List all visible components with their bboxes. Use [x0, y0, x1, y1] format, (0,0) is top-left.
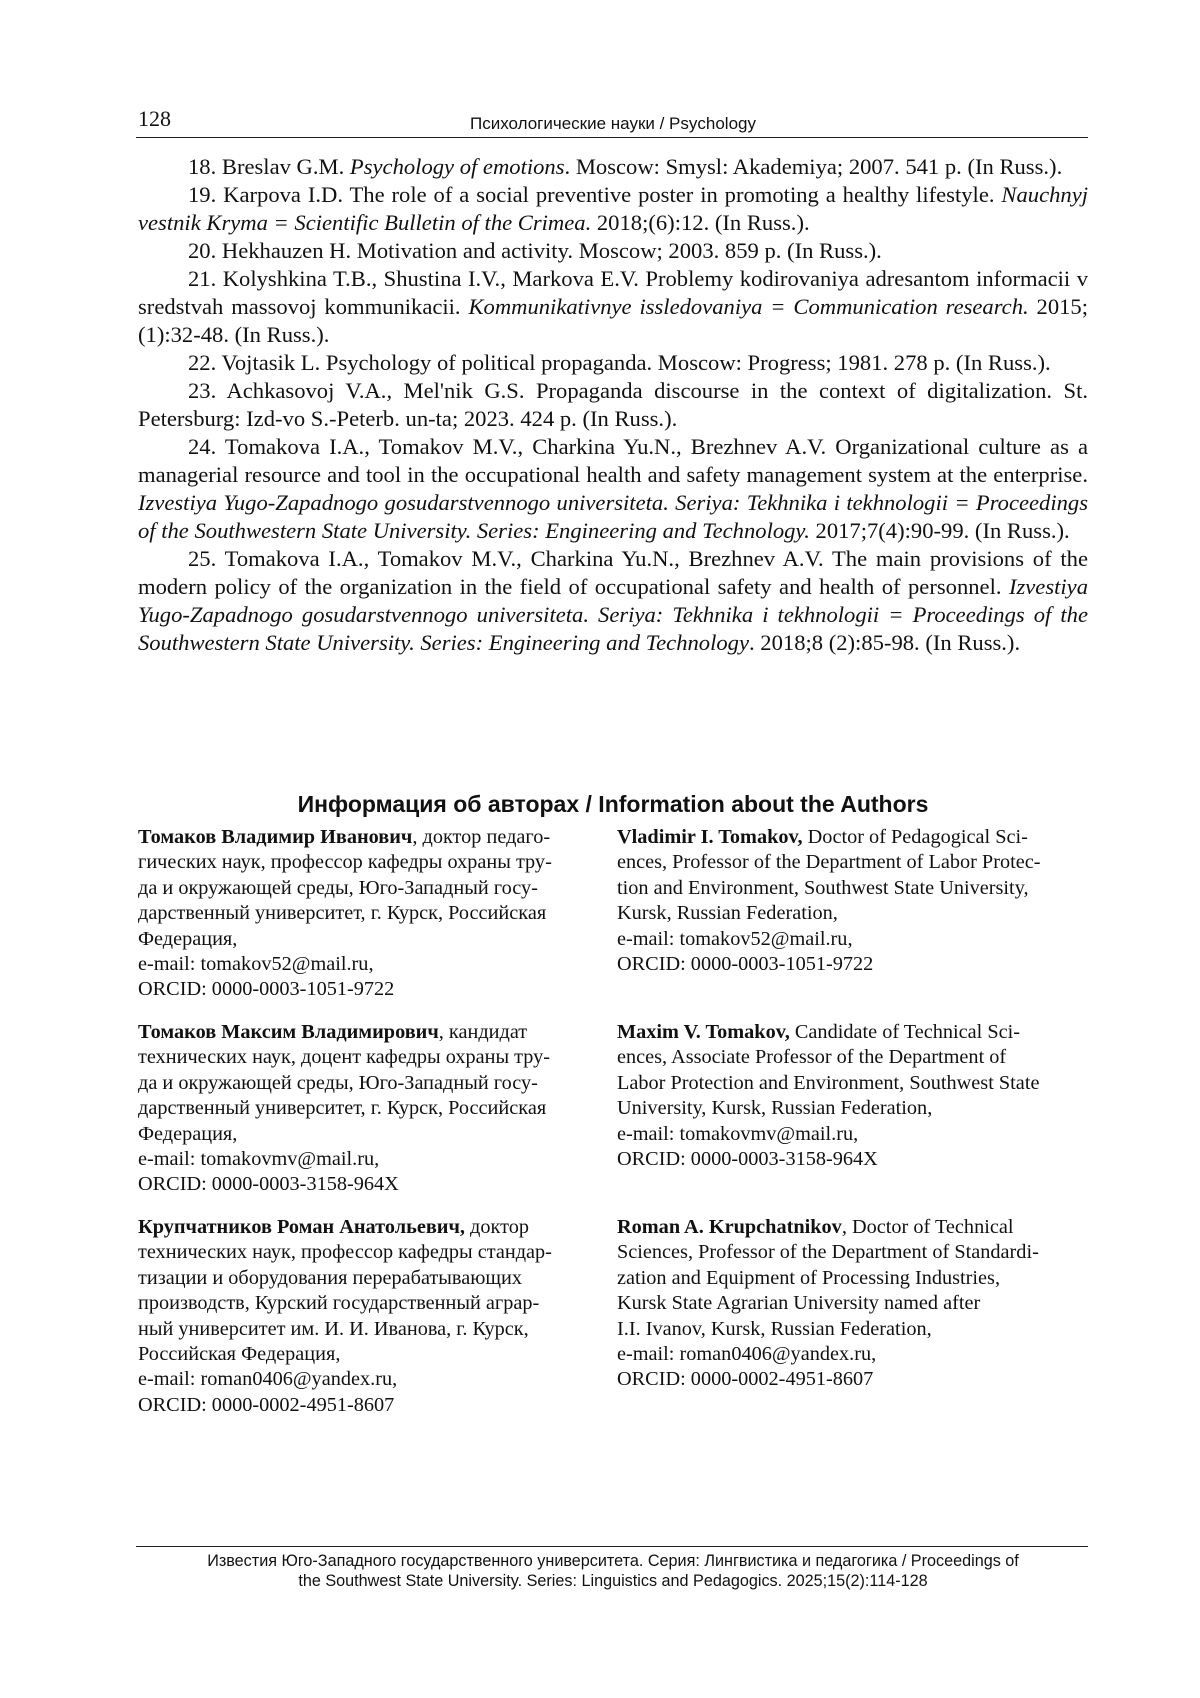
reference-item: [138, 545, 1088, 657]
author-info-text: дарственный университет, г. Курск, Российская: [138, 1097, 547, 1120]
reference-text: 20. Hekhauzen H. Motivation and activity. Moscow; 2003. 859 p. (In Russ.).: [188, 238, 882, 263]
author-info-line: [617, 825, 1088, 850]
header-rule: [136, 137, 1088, 138]
author-info-line: [138, 927, 590, 952]
author-info-line: [617, 1342, 1088, 1367]
author-info-text: ный университет им. И. И. Иванова, г. Курск,: [138, 1317, 529, 1340]
author-info-line: [138, 1172, 590, 1197]
author-info-line: [138, 825, 590, 850]
author-2-ru: [138, 1020, 590, 1198]
author-info-line: [617, 1266, 1088, 1291]
reference-text: 2017;7(4):90-99. (In Russ.).: [809, 518, 1070, 543]
author-info-text: гических наук, профессор кафедры охраны тру-: [138, 851, 552, 874]
reference-item: [138, 181, 1088, 237]
author-info-line: [617, 876, 1088, 901]
author-info-text: Sciences, Professor of the Department of Standardi-: [617, 1241, 1039, 1264]
reference-text: 24. Tomakova I.A., Tomakov M.V., Charkina Yu.N., Brezhnev A.V. Organizational culture as a managerial resource and tool in the occupational health and safety management system at the enterprise.: [138, 434, 1088, 487]
author-info-text: e-mail: roman0406@yandex.ru,: [617, 1343, 877, 1366]
author-info-line: [617, 1147, 1088, 1172]
author-info-text: e-mail: tomakovmv@mail.ru,: [617, 1122, 859, 1145]
author-info-text: Labor Protection and Environment, Southwest State: [617, 1071, 1040, 1094]
reference-source-title: Izvestiya Yugo-Zapadnogo gosudarstvennogo universiteta. Seriya: Tekhnika i tekhnologii = Proceedings of the Southwestern State University. Series: Engineering and Technology.: [138, 490, 1088, 543]
author-info-text: , Doctor of Technical: [841, 1216, 1014, 1238]
author-info-line: [138, 1122, 590, 1147]
author-info-text: Российская Федерация,: [138, 1343, 341, 1366]
author-info-text: доктор: [464, 1216, 529, 1238]
author-1-en: [617, 825, 1088, 977]
running-head: Психологические науки / Psychology: [470, 114, 756, 133]
footer-citation: [138, 1551, 1088, 1591]
author-info-text: e-mail: tomakov52@mail.ru,: [138, 953, 374, 976]
author-info-text: производств, Курский государственный аграр-: [138, 1292, 540, 1315]
author-1-ru: [138, 825, 590, 1003]
reference-text: 25. Tomakova I.A., Tomakov M.V., Charkina Yu.N., Brezhnev A.V. The main provisions of the modern policy of the organization in the field of occupational safety and health of personnel.: [138, 546, 1088, 599]
author-info-text: технических наук, профессор кафедры стандар-: [138, 1241, 552, 1264]
author-name: Крупчатников Роман Анатольевич,: [138, 1216, 465, 1238]
author-info-text: ORCID: 0000-0003-1051-9722: [617, 953, 874, 976]
author-info-text: дарственный университет, г. Курск, Российская: [138, 902, 547, 925]
author-info-text: Candidate of Technical Sci-: [789, 1021, 1021, 1043]
author-2-en: [617, 1020, 1088, 1172]
author-info-line: [617, 952, 1088, 977]
author-info-text: e-mail: tomakov52@mail.ru,: [617, 927, 853, 950]
author-info-line: [617, 927, 1088, 952]
author-info-text: Федерация,: [138, 927, 238, 950]
author-info-text: e-mail: tomakovmv@mail.ru,: [138, 1148, 380, 1171]
author-info-line: [617, 1215, 1088, 1240]
author-info-text: Kursk State Agrarian University named after: [617, 1292, 981, 1315]
author-info-text: тизации и оборудования перерабатывающих: [138, 1266, 522, 1289]
author-info-line: [138, 1393, 590, 1418]
page-number: 128: [138, 106, 171, 131]
author-info-line: [617, 1020, 1088, 1045]
author-info-text: ORCID: 0000-0002-4951-8607: [617, 1368, 874, 1391]
author-info-text: e-mail: roman0406@yandex.ru,: [138, 1368, 398, 1391]
author-info-line: [138, 1045, 590, 1070]
author-info-text: да и окружающей среды, Юго-Западный госу-: [138, 1071, 538, 1094]
author-name: Томаков Максим Владимирович: [138, 1021, 439, 1043]
author-info-line: [617, 1317, 1088, 1342]
author-info-line: [617, 1367, 1088, 1392]
author-info-text: технических наук, доцент кафедры охраны тру-: [138, 1046, 551, 1069]
reference-source-title: Kommunikativnye issledovaniya = Communication research.: [468, 294, 1029, 319]
reference-source-title: Izvestiya Yugo-Zapadnogo gosudarstvennogo universiteta. Seriya: Tekhnika i tekhnologii = Proceedings of the Southwestern State University. Series: Engineering and Technology: [138, 574, 1088, 655]
reference-text: 21. Kolyshkina T.B., Shustina I.V., Markova E.V. Problemy kodirovaniya adresantom informacii v sredstvah massovoj kommunikacii.: [138, 266, 1088, 319]
author-info-line: [138, 1071, 590, 1096]
reference-item: [138, 377, 1088, 433]
author-info-line: [138, 977, 590, 1002]
author-info-line: [617, 1122, 1088, 1147]
author-info-text: tion and Environment, Southwest State University,: [617, 876, 1029, 899]
author-info-line: [138, 876, 590, 901]
author-name: Roman A. Krupchatnikov: [617, 1216, 842, 1238]
reference-item: [138, 433, 1088, 545]
author-info-line: [138, 952, 590, 977]
author-info-line: [138, 901, 590, 926]
reference-text: 18. Breslav G.M.: [188, 154, 350, 179]
author-info-line: [138, 1317, 590, 1342]
author-info-text: I.I. Ivanov, Kursk, Russian Federation,: [617, 1317, 932, 1340]
author-info-line: [138, 1266, 590, 1291]
reference-source-title: Psychology of emotions: [349, 154, 565, 179]
reference-text: . 2018;8 (2):85-98. (In Russ.).: [749, 630, 1021, 655]
author-info-text: да и окружающей среды, Юго-Западный госу-: [138, 876, 538, 899]
reference-text: 22. Vojtasik L. Psychology of political propaganda. Moscow: Progress; 1981. 278 p. (In Russ.).: [188, 350, 1051, 375]
author-info-text: , кандидат: [438, 1021, 528, 1043]
author-info-line: [138, 850, 590, 875]
author-info-line: [617, 901, 1088, 926]
author-info-line: [138, 1240, 590, 1265]
author-info-text: University, Kursk, Russian Federation,: [617, 1097, 933, 1120]
author-info-line: [617, 850, 1088, 875]
author-info-text: ences, Associate Professor of the Department of: [617, 1046, 1007, 1069]
author-info-text: Kursk, Russian Federation,: [617, 902, 838, 925]
author-name: Томаков Владимир Иванович: [138, 826, 413, 848]
author-name: Vladimir I. Tomakov,: [617, 826, 803, 848]
reference-item: [138, 265, 1088, 349]
reference-item: [138, 153, 1088, 181]
author-info-text: ences, Professor of the Department of Labor Protec-: [617, 851, 1041, 874]
author-info-line: [138, 1215, 590, 1240]
author-info-text: , доктор педаго-: [412, 826, 551, 848]
author-3-en: [617, 1215, 1088, 1393]
author-3-ru: [138, 1215, 590, 1418]
author-info-text: zation and Equipment of Processing Industries,: [617, 1266, 1001, 1289]
author-info-text: ORCID: 0000-0003-3158-964X: [138, 1173, 399, 1196]
reference-text: 23. Achkasovoj V.A., Mel'nik G.S. Propaganda discourse in the context of digitalization. St. Petersburg: Izd-vo S.-Peterb. un-ta; 2023. 424 p. (In Russ.).: [138, 378, 1088, 431]
author-info-text: Федерация,: [138, 1122, 238, 1145]
author-info-text: ORCID: 0000-0003-3158-964X: [617, 1148, 878, 1171]
author-info-line: [617, 1045, 1088, 1070]
reference-item: [138, 349, 1088, 377]
author-info-line: [138, 1291, 590, 1316]
author-info-line: [138, 1147, 590, 1172]
author-info-line: [617, 1071, 1088, 1096]
authors-heading: Информация об авторах / Information about the Authors: [297, 791, 929, 817]
author-info-line: [617, 1240, 1088, 1265]
reference-source-title: Nauchnyj vestnik Kryma = Scientific Bulletin of the Crimea.: [138, 182, 1088, 235]
reference-text: 2015;(1):32-48. (In Russ.).: [138, 294, 1088, 347]
author-info-line: [617, 1291, 1088, 1316]
footer-rule: [136, 1546, 1088, 1547]
author-name: Maxim V. Tomakov,: [617, 1021, 790, 1043]
author-info-line: [138, 1367, 590, 1392]
reference-list: [138, 153, 1088, 657]
footer-line-2: the Southwest State University. Series: Linguistics and Pedagogics. 2025;15(2):114-128: [298, 1572, 928, 1590]
reference-text: . Moscow: Smysl: Akademiya; 2007. 541 p. (In Russ.).: [564, 154, 1063, 179]
author-info-text: ORCID: 0000-0003-1051-9722: [138, 978, 395, 1001]
reference-text: 19. Karpova I.D. The role of a social preventive poster in promoting a healthy lifestyle.: [188, 182, 1002, 207]
author-info-line: [617, 1096, 1088, 1121]
author-info-line: [138, 1020, 590, 1045]
reference-item: [138, 237, 1088, 265]
author-info-text: ORCID: 0000-0002-4951-8607: [138, 1393, 395, 1416]
author-info-line: [138, 1096, 590, 1121]
reference-text: 2018;(6):12. (In Russ.).: [591, 210, 810, 235]
author-info-text: Doctor of Pedagogical Sci-: [802, 826, 1028, 848]
author-info-line: [138, 1342, 590, 1367]
footer-line-1: Известия Юго-Западного государственного университета. Серия: Лингвистика и педагогика / Proceedings of: [207, 1552, 1019, 1570]
